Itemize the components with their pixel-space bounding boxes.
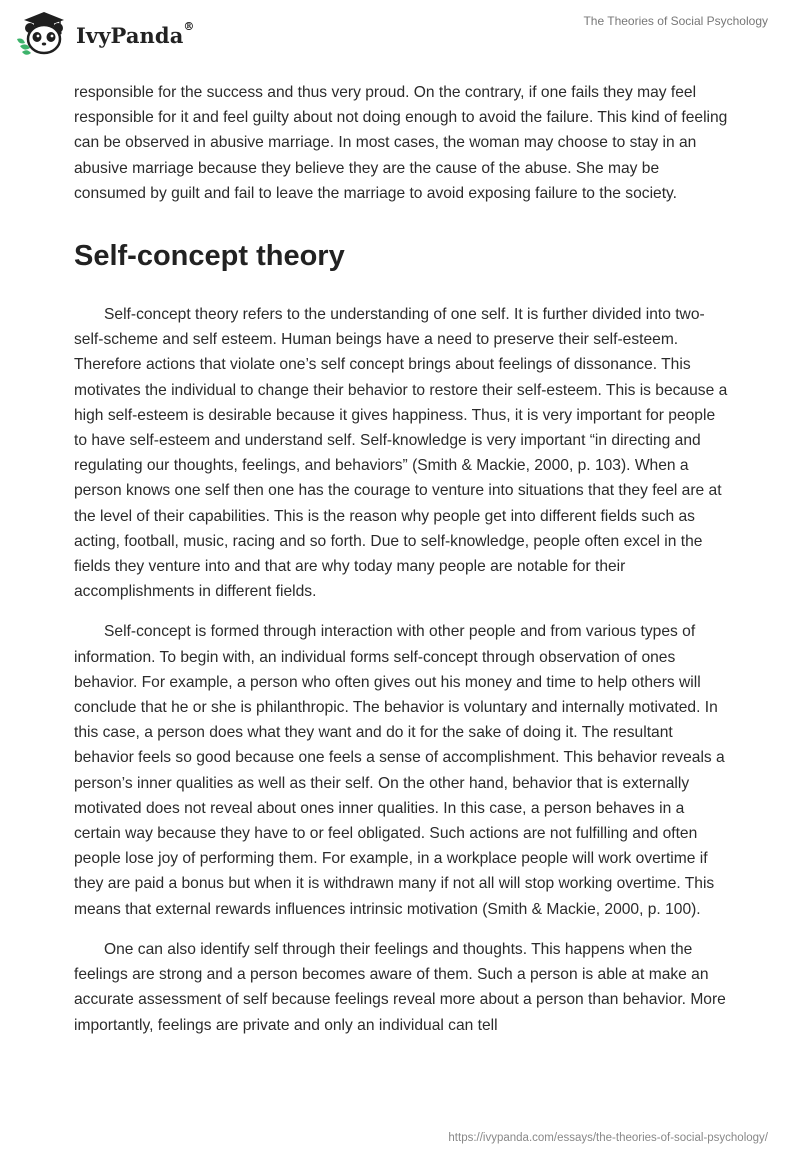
source-url[interactable]: https://ivypanda.com/essays/the-theories-of-social-psychology/	[448, 1132, 768, 1144]
registered-mark: ®	[183, 19, 195, 33]
ivypanda-logo[interactable]	[14, 6, 195, 58]
panda-graduate-icon	[14, 6, 70, 58]
essay-body	[74, 80, 730, 1038]
body-paragraph: Self-concept theory refers to the understanding of one self. It is further divided into two- self-scheme and self esteem. Human beings have a need to preserve their self-esteem. Therefore actions that violate one’s self concept brings about feelings of dissonance. This motivates the individual to change their behavior to restore their self-esteem. This is because a high self-esteem is desirable because it gives happiness. Thus, it is very important for people to have self-esteem and understand self. Self-knowledge is very important “in directing and regulating our thoughts, feelings, and behaviors” (Smith & Mackie, 2000, p. 103). When a person knows one self then one has the courage to venture into situations that they feel are at the level of their capabilities. This is the reason why people get into different fields such as acting, football, music, racing and so forth. Due to self-knowledge, people often excel in the fields they venture into and that are why today many people are notable for their accomplishments in different fields.	[74, 306, 728, 601]
section-heading: Self-concept theory	[74, 240, 345, 273]
body-paragraph: Self-concept is formed through interaction with other people and from various types of information. To begin with, an individual forms self-concept through observation of ones behavior. For example, a person who often gives out his money and time to help others will conclude that he or she is philanthropic. The behavior is voluntary and internally motivated. In this case, a person does what they want and do it for the sake of doing it. The resultant behavior feels so good because one feels a sense of accomplishment. This behavior reveals a person’s inner qualities as well as their self. On the other hand, behavior that is externally motivated does not reveal about ones inner qualities. In this case, a person behaves in a certain way because they have to or feel obligated. Such actions are not fulfilling and often people lose joy of performing them. For example, in a workplace people will work overtime if they are paid a bonus but when it is withdrawn many if not all will stop working overtime. This means that external rewards influences intrinsic motivation (Smith & Mackie, 2000, p. 100).	[74, 623, 725, 918]
intro-paragraph: responsible for the success and thus very proud. On the contrary, if one fails they may feel responsible for it and feel guilty about not doing enough to avoid the failure. This kind of feeling can be observed in abusive marriage. In most cases, the woman may choose to stay in an abusive marriage because they believe they are the cause of the abuse. She may be consumed by guilt and fail to leave the marriage to avoid exposing failure to the society.	[74, 84, 728, 202]
brand-name: IvyPanda®	[76, 19, 195, 48]
page-header	[0, 0, 800, 70]
document-title: The Theories of Social Psychology	[583, 14, 768, 28]
body-paragraph: One can also identify self through their feelings and thoughts. This happens when the feelings are strong and a person becomes aware of them. Such a person is able at make an accurate assessment of self because feelings reveal more about a person than behavior. More importantly, feelings are private and only an individual can tell	[74, 940, 726, 1034]
